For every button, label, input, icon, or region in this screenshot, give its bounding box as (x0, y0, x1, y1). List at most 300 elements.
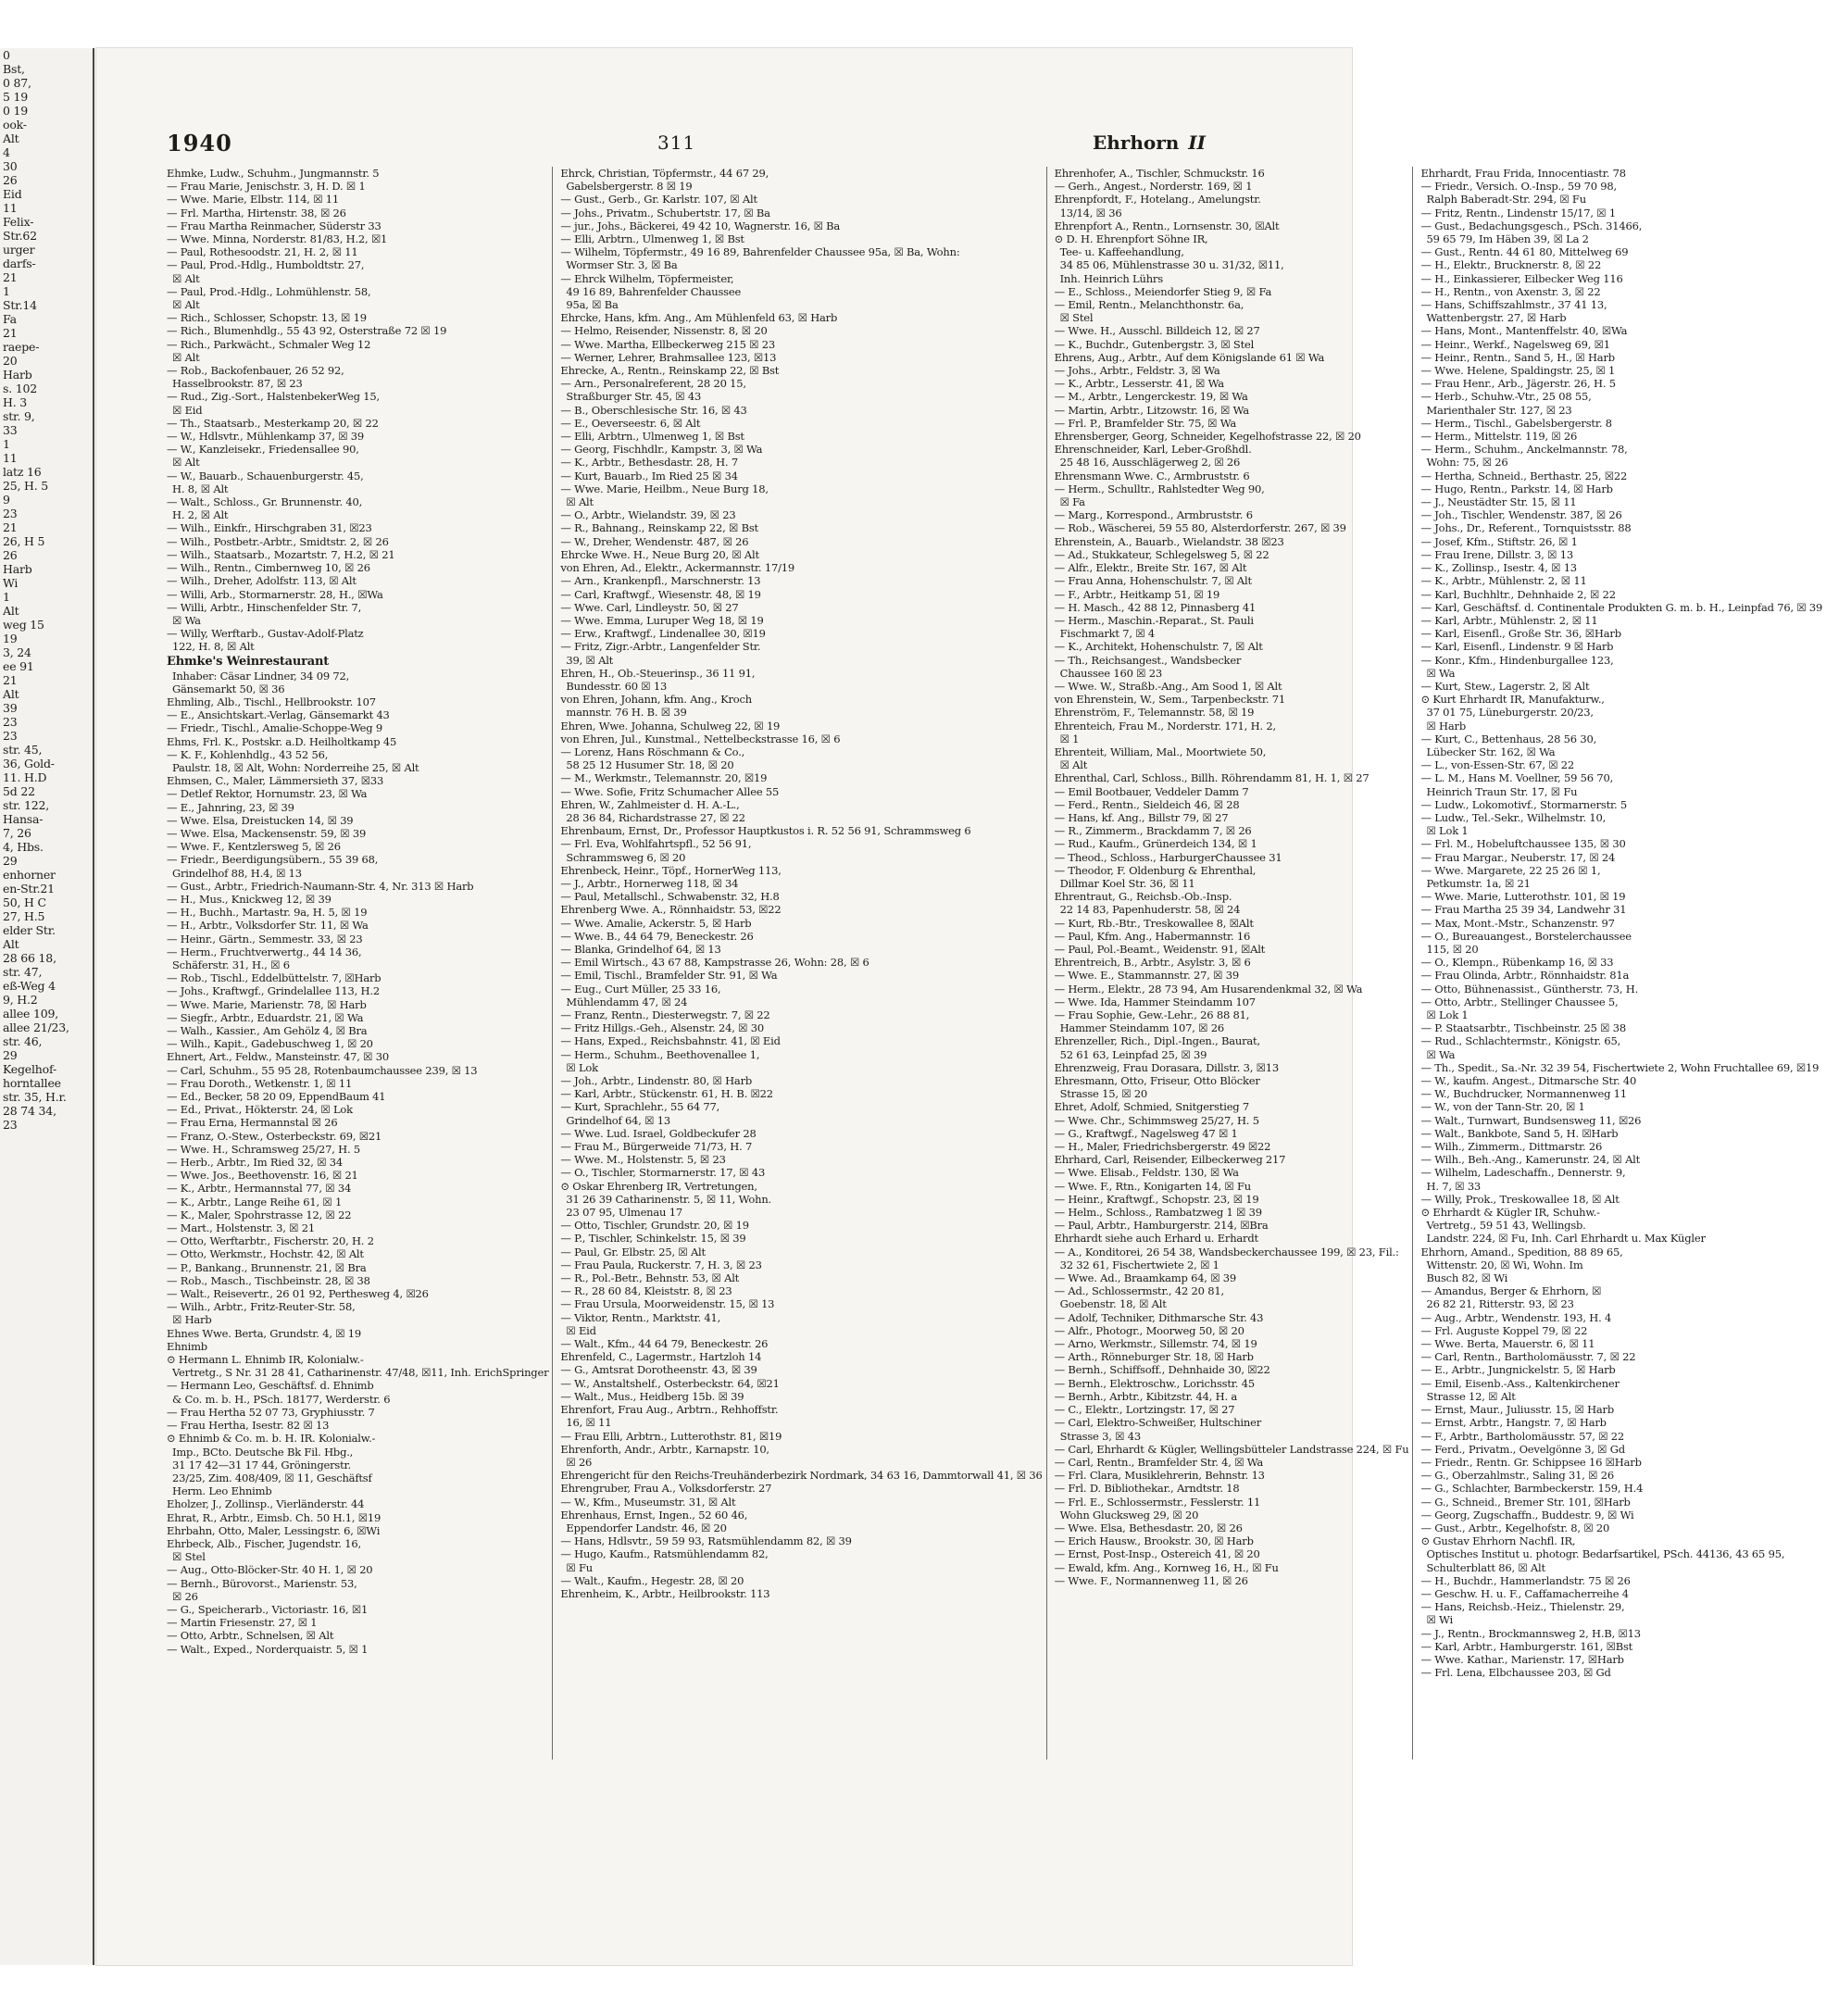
directory-entry: — Wwe. Amalie, Ackerstr. 5, ☒ Harb (560, 916, 752, 930)
directory-entry: — Wwe. Elsa, Bethesdastr. 20, ☒ 26 (1054, 1521, 1243, 1534)
directory-entry: — Wilh., Kapit., Gadebuschweg 1, ☒ 20 (167, 1037, 373, 1051)
directory-entry: Ehrenzweig, Frau Dorasara, Dillstr. 3, ☒13 (1054, 1060, 1279, 1074)
directory-entry: Vertretg., 59 51 43, Wellingsb. (1426, 1219, 1586, 1233)
directory-entry: ☒ Harb (172, 1313, 212, 1327)
directory-entry: Ehrenbaum, Ernst, Dr., Professor Hauptkustos i. R. 52 56 91, Schrammsweg 6 (560, 824, 971, 838)
directory-entry: Wattenbergstr. 27, ☒ Harb (1426, 311, 1567, 325)
directory-entry: — Frl. Auguste Koppel 79, ☒ 22 (1420, 1323, 1588, 1337)
directory-entry: — O., Klempn., Rübenkamp 16, ☒ 33 (1420, 956, 1614, 970)
directory-entry: — Wwe. Carl, Lindleystr. 50, ☒ 27 (560, 600, 739, 614)
directory-entry: — Walt., Mus., Heidberg 15b. ☒ 39 (560, 1389, 744, 1403)
directory-entry: — Th., Staatsarb., Mesterkamp 20, ☒ 22 (167, 416, 379, 430)
directory-entry: — jur., Johs., Bäckerei, 49 42 10, Wagnerstr. 16, ☒ Ba (560, 219, 841, 232)
directory-entry: Ehrhard, Carl, Reisender, Eilbeckerweg 217 (1054, 1153, 1286, 1167)
directory-entry: — Wilh., Zimmerm., Dittmarstr. 26 (1420, 1140, 1603, 1154)
directory-entry: von Ehren, Jul., Kunstmal., Nettelbeckstrasse 16, ☒ 6 (560, 732, 841, 745)
directory-entry: — Herm., Tischl., Gabelsbergerstr. 8 (1420, 416, 1612, 430)
directory-entry: Ehrhardt, Frau Frida, Innocentiastr. 78 (1420, 167, 1626, 180)
fragment-line: Harb (3, 562, 32, 576)
fragment-line: Hansa- (3, 812, 44, 826)
directory-entry: — O., Tischler, Stormarnerstr. 17, ☒ 43 (560, 1166, 766, 1180)
directory-entry: — Rud., Kaufm., Grünerdeich 134, ☒ 1 (1054, 837, 1257, 851)
directory-entry: — H., Mus., Knickweg 12, ☒ 39 (167, 892, 331, 906)
fragment-line: 21 (3, 673, 18, 687)
directory-entry: — Hugo, Kaufm., Ratsmühlendamm 82, (560, 1547, 769, 1561)
directory-entry: — Herm., Elektr., 28 73 94, Am Husarendenkmal 32, ☒ Wa (1054, 982, 1363, 995)
directory-entry: von Ehren, Ad., Elektr., Ackermannstr. 17/19 (560, 561, 794, 575)
directory-entry: Bundesstr. 60 ☒ 13 (566, 679, 668, 693)
directory-entry: — Wwe. Martha, Ellbeckerweg 215 ☒ 23 (560, 337, 775, 351)
directory-entry: — Hermann Leo, Geschäftsf. d. Ehnimb (167, 1379, 374, 1393)
directory-entry: — C., Elektr., Lortzingstr. 17, ☒ 27 (1054, 1403, 1235, 1417)
directory-entry: — Rich., Blumenhdlg., 55 43 92, Osterstraße 72 ☒ 19 (167, 324, 447, 338)
directory-entry: — Carl, Rentn., Bartholomäusstr. 7, ☒ 22 (1420, 1350, 1636, 1364)
fragment-line: 26 (3, 548, 18, 562)
directory-entry: — Frau Hertha, Isestr. 82 ☒ 13 (167, 1419, 330, 1433)
directory-entry: — Hans, Reichsb.-Heiz., Thielenstr. 29, (1420, 1600, 1625, 1614)
directory-entry: — Franz, O.-Stew., Osterbeckstr. 69, ☒21 (167, 1129, 382, 1143)
directory-entry: ☒ Stel (172, 1550, 206, 1564)
directory-entry: Grindelhof 88, H.4, ☒ 13 (172, 866, 302, 880)
fragment-line: allee 109, (3, 1007, 59, 1021)
directory-entry: — W., Anstaltshelf., Osterbeckstr. 64, ☒21 (560, 1376, 780, 1390)
directory-entry: — Rud., Schlachtermstr., Königstr. 65, (1420, 1034, 1621, 1048)
directory-entry: — Ernst, Maur., Juliusstr. 15, ☒ Harb (1420, 1403, 1615, 1417)
directory-entry: Ehrbahn, Otto, Maler, Lessingstr. 6, ☒Wi (167, 1523, 381, 1537)
directory-entry: Ehrensmann Wwe. C., Armbruststr. 6 (1054, 469, 1250, 482)
fragment-line: 27, H.5 (3, 909, 45, 923)
directory-entry: — Carl, Rentn., Bramfelder Str. 4, ☒ Wa (1054, 1455, 1264, 1469)
directory-entry: — Wilh., Postbetr.-Arbtr., Smidtstr. 2, ☒ 26 (167, 534, 389, 548)
directory-entry: — Eug., Curt Müller, 25 33 16, (560, 982, 721, 995)
directory-entry: — Heinr., Rentn., Sand 5, H., ☒ Harb (1420, 350, 1615, 364)
directory-entry: Dillmar Koel Str. 36, ☒ 11 (1059, 876, 1195, 890)
directory-entry: Ehresmann, Otto, Friseur, Otto Blöcker (1054, 1074, 1260, 1088)
directory-entry: — Otto, Arbtr., Stellinger Chaussee 5, (1420, 995, 1619, 1008)
directory-entry: Ehrensberger, Georg, Schneider, Kegelhofstrasse 22, ☒ 20 (1054, 430, 1361, 444)
directory-entry: Ralph Baberadt-Str. 294, ☒ Fu (1426, 193, 1586, 207)
directory-entry: — Walt., Schloss., Gr. Brunnenstr. 40, (167, 495, 363, 509)
directory-entry: — L., von-Essen-Str. 67, ☒ 22 (1420, 758, 1575, 772)
directory-entry: — Max, Mont.-Mstr., Schanzenstr. 97 (1420, 916, 1615, 930)
directory-entry: — Geschw. H. u. F., Caffamacherreihe 4 (1420, 1586, 1629, 1600)
directory-entry: 59 65 79, Im Häben 39, ☒ La 2 (1426, 232, 1589, 246)
directory-entry: — Frl. M., Hobeluftchaussee 135, ☒ 30 (1420, 837, 1626, 851)
directory-entry: — Theod., Schloss., HarburgerChaussee 31 (1054, 850, 1282, 864)
directory-entry: — Frl. Martha, Hirtenstr. 38, ☒ 26 (167, 206, 346, 219)
directory-entry: ⊙ Ehrhardt & Kügler IR, Schuhw.- (1420, 1206, 1600, 1220)
directory-entry: — Rob., Masch., Tischbeinstr. 28, ☒ 38 (167, 1273, 370, 1287)
fragment-line: Alt (3, 604, 19, 618)
directory-entry: — Paul, Prod.-Hdlg., Humboldtstr. 27, (167, 258, 365, 272)
directory-entry: — Otto, Tischler, Grundstr. 20, ☒ 19 (560, 1219, 749, 1233)
directory-entry: — Wwe. Ida, Hammer Steindamm 107 (1054, 995, 1256, 1008)
directory-entry: — Wwe. Kathar., Marienstr. 17, ☒Harb (1420, 1652, 1624, 1666)
directory-entry: — K., Zollinsp., Isestr. 4, ☒ 13 (1420, 561, 1577, 575)
directory-entry: — Heinr., Werkf., Nagelsweg 69, ☒1 (1420, 337, 1610, 351)
directory-entry: — Ad., Schlossermstr., 42 20 81, (1054, 1284, 1224, 1298)
fragment-line: 50, H C (3, 895, 46, 909)
directory-entry: Vertretg., S Nr. 31 28 41, Catharinenstr. 47/48, ☒11, Inh. ErichSpringer (172, 1366, 549, 1380)
directory-entry: Wittenstr. 20, ☒ Wi, Wohn. Im (1426, 1258, 1583, 1271)
directory-entry: ☒ Alt (172, 271, 200, 285)
directory-entry: ☒ Lok 1 (1426, 1008, 1469, 1021)
directory-entry: Hasselbrookstr. 87, ☒ 23 (172, 377, 303, 391)
directory-entry: Gänsemarkt 50, ☒ 36 (172, 682, 285, 695)
directory-entry: — Bernh., Arbtr., Kibitzstr. 44, H. a (1054, 1389, 1238, 1403)
directory-entry: — Frl. E., Schlossermstr., Fesslerstr. 11 (1054, 1495, 1261, 1509)
directory-entry: ☒ 26 (566, 1455, 593, 1469)
directory-entry: — Emil Bootbauer, Veddeler Damm 7 (1054, 784, 1249, 798)
fragment-line: str. 47, (3, 965, 43, 979)
directory-entry: — R., Pol.-Betr., Behnstr. 53, ☒ Alt (560, 1271, 740, 1285)
directory-entry: Ehrentraut, G., Reichsb.-Ob.-Insp. (1054, 890, 1232, 904)
fragment-line: 25, H. 5 (3, 479, 49, 493)
directory-entry: — Walt., Bankbote, Sand 5, H. ☒Harb (1420, 1126, 1619, 1140)
directory-entry: ⊙ Ehnimb & Co. m. b. H. IR. Kolonialw.- (167, 1432, 376, 1446)
directory-entry: — Frau Olinda, Arbtr., Rönnhaidstr. 81a (1420, 969, 1630, 983)
directory-entry: — Martin, Arbtr., Litzowstr. 16, ☒ Wa (1054, 403, 1249, 417)
directory-entry: Ehrecke, A., Rentn., Reinskamp 22, ☒ Bst (560, 364, 780, 378)
directory-entry: — G., Amtsrat Dorotheenstr. 43, ☒ 39 (560, 1363, 757, 1377)
directory-entry: — Frau Margar., Neuberstr. 17, ☒ 24 (1420, 850, 1616, 864)
directory-entry: — Bernh., Bürovorst., Marienstr. 53, (167, 1576, 357, 1590)
directory-entry: ☒ Harb (1426, 719, 1466, 733)
directory-entry: — Ad., Stukkateur, Schlegelsweg 5, ☒ 22 (1054, 547, 1269, 561)
directory-entry: — P., Bankang., Brunnenstr. 21, ☒ Bra (167, 1260, 367, 1274)
directory-entry: — Georg, Fischhdlr., Kampstr. 3, ☒ Wa (560, 443, 763, 457)
directory-entry: — Gust., Arbtr., Friedrich-Naumann-Str. 4, Nr. 313 ☒ Harb (167, 879, 474, 893)
fragment-line: ook- (3, 118, 27, 131)
directory-entry: — Paul, Pol.-Beamt., Weidenstr. 91, ☒Alt (1054, 942, 1266, 956)
directory-entry: — Kurt, Bauarb., Im Ried 25 ☒ 34 (560, 469, 738, 482)
directory-entry: — K., Arbtr., Lesserstr. 41, ☒ Wa (1054, 377, 1224, 391)
fragment-line: 11 (3, 451, 18, 465)
directory-entry: — Herb., Schuhw.-Vtr., 25 08 55, (1420, 390, 1592, 404)
fragment-line: Wi (3, 576, 19, 590)
fragment-line: Fa (3, 312, 17, 326)
column-1 (167, 167, 553, 1759)
directory-entry: 16, ☒ 11 (566, 1416, 612, 1430)
directory-entry: — Friedr., Rentn. Gr. Schippsee 16 ☒Harb (1420, 1455, 1642, 1469)
directory-entry: Ehrcke Wwe. H., Neue Burg 20, ☒ Alt (560, 547, 759, 561)
directory-entry: Eppendorfer Landstr. 46, ☒ 20 (566, 1521, 727, 1534)
directory-entry: — Wwe. H., Ausschl. Billdeich 12, ☒ 27 (1054, 324, 1260, 338)
directory-entry: — Konr., Kfm., Hindenburgallee 123, (1420, 653, 1614, 667)
directory-entry: Ehrenforth, Andr., Arbtr., Karnapstr. 10, (560, 1442, 769, 1456)
directory-entry: — Carl, Schuhm., 55 95 28, Rotenbaumchaussee 239, ☒ 13 (167, 1063, 478, 1077)
fragment-line: 23 (3, 715, 18, 729)
directory-entry: Landstr. 224, ☒ Fu, Inh. Carl Ehrhardt u. Max Kügler (1426, 1232, 1706, 1246)
fragment-line: 3, 24 (3, 645, 31, 659)
directory-entry: — Rob., Wäscherei, 59 55 80, Alsterdorferstr. 267, ☒ 39 (1054, 521, 1346, 535)
fragment-line: 9, H.2 (3, 993, 38, 1007)
directory-entry: ⊙ Hermann L. Ehnimb IR, Kolonialw.- (167, 1353, 364, 1367)
directory-entry: — Aug., Otto-Blöcker-Str. 40 H. 1, ☒ 20 (167, 1563, 373, 1577)
directory-entry: — Emil, Rentn., Melanchthonstr. 6a, (1054, 298, 1244, 312)
directory-entry: — Carl, Elektro-Schweißer, Hultschiner (1054, 1416, 1262, 1430)
column-4 (1420, 167, 1826, 1759)
directory-entry: — Wwe. Marie, Lutterothstr. 101, ☒ 19 (1420, 890, 1626, 904)
directory-entry: — Wilh., Beh.-Ang., Kamerunstr. 24, ☒ Alt (1420, 1153, 1641, 1167)
directory-entry: — Herb., Arbtr., Im Ried 32, ☒ 34 (167, 1156, 344, 1170)
directory-entry: 52 61 63, Leinpfad 25, ☒ 39 (1059, 1047, 1207, 1061)
directory-entry: — W., Hdlsvtr., Mühlenkamp 37, ☒ 39 (167, 430, 364, 444)
directory-entry: Ehrenpfordt, F., Hotelang., Amelungstr. (1054, 193, 1261, 207)
fragment-line: 29 (3, 854, 18, 868)
directory-entry: — Otto, Bühnenassist., Güntherstr. 73, H. (1420, 982, 1639, 995)
directory-entry: — F., Arbtr., Bartholomäusstr. 57, ☒ 22 (1420, 1429, 1625, 1443)
directory-entry: ☒ Alt (566, 495, 594, 509)
directory-entry: — K., Architekt, Hohenschulstr. 7, ☒ Alt (1054, 640, 1263, 654)
directory-entry: — Wwe. M., Holstenstr. 5, ☒ 23 (560, 1153, 726, 1167)
directory-entry: 28 36 84, Richardstrasse 27, ☒ 22 (566, 810, 745, 824)
fragment-line: 23 (3, 507, 18, 520)
directory-entry: — W., Dreher, Wendenstr. 487, ☒ 26 (560, 534, 749, 548)
directory-entry: Ehrenthal, Carl, Schloss., Billh. Röhrendamm 81, H. 1, ☒ 27 (1054, 771, 1370, 785)
directory-entry: Wohn: 75, ☒ 26 (1426, 456, 1508, 470)
directory-entry: — Frau Henr., Arb., Jägerstr. 26, H. 5 (1420, 377, 1616, 391)
directory-entry: — Ferd., Privatm., Oevelgönne 3, ☒ Gd (1420, 1442, 1625, 1456)
directory-entry: — Rich., Schlosser, Schopstr. 13, ☒ 19 (167, 311, 367, 325)
directory-entry: — Lorenz, Hans Röschmann & Co., (560, 745, 745, 758)
directory-entry: — Wwe. Ad., Braamkamp 64, ☒ 39 (1054, 1271, 1237, 1285)
directory-entry: Grindelhof 64, ☒ 13 (566, 1113, 670, 1127)
directory-entry: — Josef, Kfm., Stiftstr. 26, ☒ 1 (1420, 534, 1578, 548)
directory-entry: — Willy, Werftarb., Gustav-Adolf-Platz (167, 627, 364, 641)
directory-entry: Ehrenfort, Frau Aug., Arbtrn., Rehhoffstr. (560, 1403, 779, 1417)
directory-entry: ☒ Wa (1426, 1047, 1456, 1061)
directory-entry: — Wwe. Elsa, Mackensenstr. 59, ☒ 39 (167, 826, 367, 840)
directory-entry: Ehrenfeld, C., Lagermstr., Hartzloh 14 (560, 1350, 762, 1364)
fragment-line: 1 (3, 590, 10, 604)
directory-entry: — Frl. Clara, Musiklehrerin, Behnstr. 13 (1054, 1469, 1265, 1483)
directory-entry: — Rob., Tischl., Eddelbüttelstr. 7, ☒Harb (167, 971, 381, 985)
fragment-line: s. 102 (3, 382, 38, 395)
directory-entry: — Frau Doroth., Wetkenstr. 1, ☒ 11 (167, 1076, 353, 1090)
directory-entry: ☒ Fu (566, 1560, 593, 1574)
directory-entry: — G., Schneid., Bremer Str. 101, ☒Harb (1420, 1495, 1631, 1509)
directory-entry: Ehmke's Weinrestaurant (167, 654, 330, 669)
directory-entry: ⊙ Oskar Ehrenberg IR, Vertretungen, (560, 1179, 757, 1193)
directory-entry: — Wwe. Sofie, Fritz Schumacher Allee 55 (560, 784, 780, 798)
directory-entry: — Frau Marie, Jenischstr. 3, H. D. ☒ 1 (167, 180, 366, 194)
directory-entry: Imp., BCto. Deutsche Bk Fil. Hbg., (172, 1445, 354, 1459)
directory-entry: — P., Tischler, Schinkelstr. 15, ☒ 39 (560, 1232, 746, 1246)
directory-entry: Ehrenzeller, Rich., Dipl.-Ingen., Baurat, (1054, 1034, 1260, 1048)
directory-entry: — Ernst, Arbtr., Hangstr. 7, ☒ Harb (1420, 1416, 1607, 1430)
directory-entry: — Ed., Privat., Hökterstr. 24, ☒ Lok (167, 1103, 353, 1117)
directory-entry: — Heinr., Gärtn., Semmestr. 33, ☒ 23 (167, 932, 363, 945)
directory-entry: — Wwe. Berta, Mauerstr. 6, ☒ 11 (1420, 1337, 1595, 1351)
directory-entry: — Alfr., Photogr., Moorweg 50, ☒ 20 (1054, 1323, 1244, 1337)
directory-entry: Ehrenpfort A., Rentn., Lornsenstr. 30, ☒Alt (1054, 219, 1280, 232)
page-year: 1940 (167, 130, 232, 157)
directory-entry: ☒ Wi (1426, 1613, 1453, 1627)
directory-entry: — Walt., Kaufm., Hegestr. 28, ☒ 20 (560, 1573, 744, 1587)
directory-entry: — Carl, Ehrhardt & Kügler, Wellingsbütteler Landstrasse 224, ☒ Fu (1054, 1442, 1409, 1456)
directory-entry: Ehnert, Art., Feldw., Mansteinstr. 47, ☒ 30 (167, 1050, 389, 1064)
fragment-line: 20 (3, 354, 18, 368)
fragment-line: 26 (3, 173, 18, 187)
directory-entry: — K., Arbtr., Lange Reihe 61, ☒ 1 (167, 1195, 343, 1208)
directory-entry: Ehrat, R., Arbtr., Eimsb. Ch. 50 H.1, ☒19 (167, 1510, 381, 1524)
directory-entry: — Arn., Personalreferent, 28 20 15, (560, 377, 746, 391)
fragment-line: 21 (3, 270, 18, 284)
directory-entry: — Frau Martha Reinmacher, Süderstr 33 (167, 219, 381, 232)
directory-entry: — Helm., Schloss., Rambatzweg 1 ☒ 39 (1054, 1206, 1262, 1220)
fragment-line: 21 (3, 326, 18, 340)
directory-entry: Mühlendamm 47, ☒ 24 (566, 995, 688, 1008)
directory-entry: 95a, ☒ Ba (566, 298, 619, 312)
directory-entry: — Walt., Exped., Norderquaistr. 5, ☒ 1 (167, 1642, 369, 1656)
fragment-line: 7, 26 (3, 826, 31, 840)
fragment-line: 26, H 5 (3, 534, 45, 548)
directory-entry: ☒ Eid (172, 403, 203, 417)
directory-entry: — Frau Sophie, Gew.-Lehr., 26 88 81, (1054, 1008, 1250, 1021)
directory-entry: — Wwe. E., Stammannstr. 27, ☒ 39 (1054, 969, 1239, 983)
directory-entry: Petkumstr. 1a, ☒ 21 (1426, 876, 1531, 890)
directory-entry: — Erw., Kraftwgf., Lindenallee 30, ☒19 (560, 627, 766, 641)
fragment-line: Str.62 (3, 229, 37, 243)
fragment-line: darfs- (3, 257, 36, 270)
directory-entry: — H., Rentn., von Axenstr. 3, ☒ 22 (1420, 284, 1601, 298)
directory-entry: Ehms, Frl. K., Postskr. a.D. Heilholtkamp 45 (167, 734, 397, 748)
directory-entry: — R., 28 60 84, Kleiststr. 8, ☒ 23 (560, 1284, 732, 1298)
directory-entry: — Gust., Bedachungsgesch., PSch. 31466, (1420, 219, 1643, 232)
fragment-line: Alt (3, 131, 19, 145)
directory-entry: Hammer Steindamm 107, ☒ 26 (1059, 1021, 1224, 1035)
directory-entry: — Paul, Prod.-Hdlg., Lohmühlenstr. 58, (167, 284, 371, 298)
directory-entry: — Wwe. H., Schramsweg 25/27, H. 5 (167, 1142, 360, 1156)
directory-entry: — Heinr., Kraftwgf., Schopstr. 23, ☒ 19 (1054, 1192, 1259, 1206)
directory-entry: Ehnimb (167, 1339, 207, 1353)
directory-entry: — W., Kfm., Museumstr. 31, ☒ Alt (560, 1495, 736, 1509)
fragment-line: 11 (3, 201, 18, 215)
directory-entry: ☒ Wa (1426, 666, 1456, 680)
directory-entry: — Friedr., Versich. O.-Insp., 59 70 98, (1420, 180, 1617, 194)
directory-entry: — Otto, Werkmstr., Hochstr. 42, ☒ Alt (167, 1247, 364, 1261)
fragment-line: 23 (3, 1118, 18, 1132)
fragment-line: Alt (3, 687, 19, 701)
directory-entry: Ehrenström, F., Telemannstr. 58, ☒ 19 (1054, 706, 1255, 720)
directory-entry: — J., Arbtr., Hornerweg 118, ☒ 34 (560, 876, 739, 890)
directory-entry: — Hans, kf. Ang., Billstr 79, ☒ 27 (1054, 810, 1229, 824)
directory-entry: Ehrenbeck, Heinr., Töpf., HornerWeg 113, (560, 863, 782, 877)
fragment-line: Harb (3, 368, 32, 382)
fragment-line: 39 (3, 701, 18, 715)
directory-entry: ☒ Stel (1059, 311, 1094, 325)
directory-entry: Ehrengericht für den Reichs-Treuhänderbezirk Nordmark, 34 63 16, Dammtorwall 41, ☒ 36 (560, 1469, 1043, 1483)
directory-entry: Schulterblatt 86, ☒ Alt (1426, 1560, 1545, 1574)
fragment-line: Eid (3, 187, 22, 201)
directory-entry: — Wilhelm, Ladeschaffn., Dennerstr. 9, (1420, 1166, 1626, 1180)
directory-entry: Ehmke, Ludw., Schuhm., Jungmannstr. 5 (167, 167, 380, 180)
directory-entry: — Karl, Eisenfl., Große Str. 36, ☒Harb (1420, 627, 1621, 641)
directory-entry: 58 25 12 Husumer Str. 18, ☒ 20 (566, 758, 734, 772)
directory-entry: — Bernh., Elektroschw., Lorichsstr. 45 (1054, 1376, 1255, 1390)
fragment-line: 28 74 34, (3, 1104, 56, 1118)
directory-entry: Ehrenstein, A., Bauarb., Wielandstr. 38 ☒23 (1054, 534, 1284, 548)
directory-entry: — Friedr., Beerdigungsübern., 55 39 68, (167, 853, 379, 867)
directory-entry: — Herm., Schulltr., Rahlstedter Weg 90, (1054, 482, 1265, 495)
fragment-line: elder Str. (3, 923, 56, 937)
directory-entry: Ehmling, Alb., Tischl., Hellbrookstr. 107 (167, 695, 376, 708)
directory-entry: Ehrenberg Wwe. A., Rönnhaidstr. 53, ☒22 (560, 903, 782, 917)
directory-entry: — Arth., Rönneburger Str. 18, ☒ Harb (1054, 1350, 1254, 1364)
fragment-line: 21 (3, 520, 18, 534)
directory-entry: — Frau Anna, Hohenschulstr. 7, ☒ Alt (1054, 574, 1252, 588)
directory-entry: 34 85 06, Mühlenstrasse 30 u. 31/32, ☒11, (1059, 258, 1284, 272)
directory-entry: — Wwe. Helene, Spaldingstr. 25, ☒ 1 (1420, 364, 1616, 378)
directory-entry: — Kurt, C., Bettenhaus, 28 56 30, (1420, 732, 1597, 745)
fragment-line: 11. H.D (3, 770, 47, 784)
directory-entry: — Walt., Kfm., 44 64 79, Beneckestr. 26 (560, 1337, 769, 1351)
adjacent-page-fragment (0, 48, 94, 1965)
fragment-line: 29 (3, 1048, 18, 1062)
fragment-line: 28 66 18, (3, 951, 56, 965)
directory-entry: — Viktor, Rentn., Marktstr. 41, (560, 1310, 721, 1324)
directory-entry: — W., Kanzleisekr., Friedensallee 90, (167, 443, 359, 457)
directory-entry: — Alfr., Elektr., Breite Str. 167, ☒ Alt (1054, 561, 1247, 575)
directory-entry: 49 16 89, Bahrenfelder Chaussee (566, 284, 742, 298)
directory-entry: — Frau Irene, Dillstr. 3, ☒ 13 (1420, 547, 1573, 561)
directory-entry: — E., Ansichtskart.-Verlag, Gänsemarkt 43 (167, 708, 390, 722)
directory-entry: — Frl. P., Bramfelder Str. 75, ☒ Wa (1054, 416, 1236, 430)
directory-entry: — Rich., Parkwächt., Schmaler Weg 12 (167, 337, 371, 351)
directory-entry: — Ed., Becker, 58 20 09, EppendBaum 41 (167, 1090, 386, 1104)
directory-entry: ☒ Alt (172, 350, 200, 364)
directory-entry: — K., Arbtr., Bethesdastr. 28, H. 7 (560, 456, 738, 470)
fragment-line: 0 (3, 48, 10, 62)
directory-entry: — K., Buchdr., Gutenbergstr. 3, ☒ Stel (1054, 337, 1255, 351)
fragment-line: en-Str.21 (3, 882, 55, 895)
directory-entry: — Wwe. F., Kentzlersweg 5, ☒ 26 (167, 840, 341, 854)
directory-entry: — K. F., Kohlenhdlg., 43 52 56, (167, 747, 329, 761)
fragment-line: Bst, (3, 62, 25, 76)
directory-entry: — Wwe. Marie, Heilbm., Neue Burg 18, (560, 482, 769, 495)
directory-entry: — Wilh., Rentn., Cimbernweg 10, ☒ 26 (167, 561, 370, 575)
directory-entry: — Wwe. Elsa, Dreistucken 14, ☒ 39 (167, 813, 354, 827)
directory-entry: — Wwe. Elisab., Feldstr. 130, ☒ Wa (1054, 1166, 1239, 1180)
directory-entry: Ehrentreich, B., Arbtr., Asylstr. 3, ☒ 6 (1054, 956, 1251, 970)
directory-entry: — Frl. Eva, Wohlfahrtspfl., 52 56 91, (560, 837, 752, 851)
directory-entry: 26 82 21, Ritterstr. 93, ☒ 23 (1426, 1297, 1574, 1311)
directory-entry: — Walt., Reisevertr., 26 01 92, Perthesweg 4, ☒26 (167, 1287, 429, 1301)
directory-entry: — Ehrck Wilhelm, Töpfermeister, (560, 271, 734, 285)
directory-entry: ☒ Alt (172, 298, 200, 312)
directory-entry: — Rud., Zig.-Sort., HalstenbekerWeg 15, (167, 390, 380, 404)
column-3 (1055, 167, 1414, 1759)
directory-entry: Gabelsbergerstr. 8 ☒ 19 (566, 180, 693, 194)
directory-entry: 31 17 42—31 17 44, Gröningerstr. (172, 1458, 352, 1471)
fragment-line: Str.14 (3, 298, 37, 312)
directory-entry: — Arno, Werkmstr., Sillemstr. 74, ☒ 19 (1054, 1337, 1257, 1351)
directory-entry: Ehren, H., Ob.-Steuerinsp., 36 11 91, (560, 666, 756, 680)
fragment-line: horntallee (3, 1076, 61, 1090)
directory-entry: — Kurt, Stew., Lagerstr. 2, ☒ Alt (1420, 679, 1590, 693)
directory-entry: Ehrenhaus, Ernst, Ingen., 52 60 46, (560, 1508, 748, 1521)
directory-entry: — K., Arbtr., Hermannstal 77, ☒ 34 (167, 1182, 352, 1196)
directory-entry: — Paul, Kfm. Ang., Habermannstr. 16 (1054, 929, 1251, 943)
directory-entry: Strasse 12, ☒ Alt (1426, 1389, 1516, 1403)
directory-entry: — Herm., Schuhm., Anckelmannstr. 78, (1420, 443, 1628, 457)
directory-entry: 122, H. 8, ☒ Alt (172, 640, 255, 654)
directory-entry: — Herm., Fruchtverwertg., 44 14 36, (167, 945, 362, 958)
directory-entry: — Frl. Lena, Elbchaussee 203, ☒ Gd (1420, 1666, 1611, 1680)
directory-entry: — Paul, Arbtr., Hamburgerstr. 214, ☒Bra (1054, 1219, 1269, 1233)
directory-entry: Inh. Heinrich Lührs (1059, 271, 1163, 285)
